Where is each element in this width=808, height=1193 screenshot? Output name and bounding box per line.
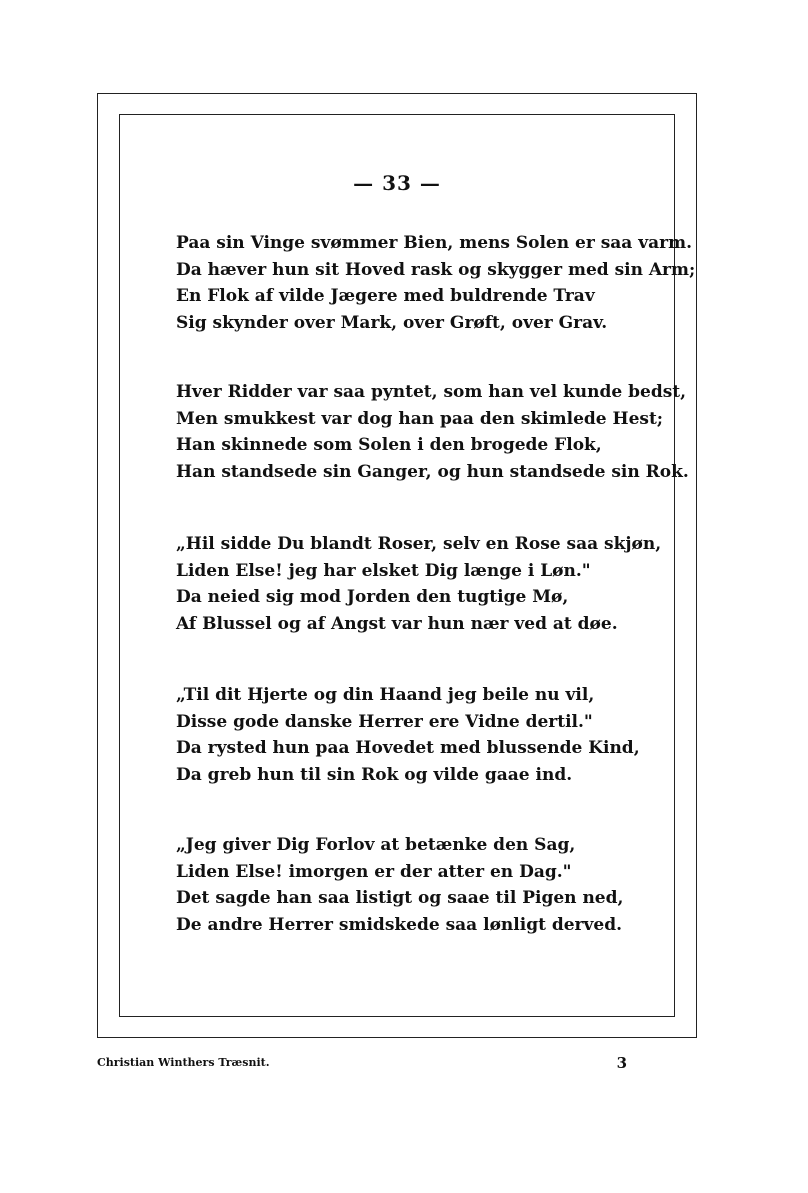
verse-line: „Jeg giver Dig Forlov at betænke den Sag, xyxy=(176,835,576,855)
verse-line: „Hil sidde Du blandt Roser, selv en Rose saa skjøn, xyxy=(176,534,662,554)
signature-mark: 3 xyxy=(616,1054,627,1072)
verse-line: Han standsede sin Ganger, og hun standsede sin Rok. xyxy=(176,461,689,482)
verse-line: Men smukkest var dog han paa den skimlede Hest; xyxy=(176,408,664,429)
verse-line: Sig skynder over Mark, over Grøft, over Grav. xyxy=(176,312,608,333)
verse-line: Det sagde han saa listigt og saae til Pigen ned, xyxy=(176,888,624,908)
footer-credit: Christian Winthers Træsnit. xyxy=(97,1056,270,1069)
stanza-5 xyxy=(176,832,636,938)
page-number: — 33 — xyxy=(353,171,441,195)
inner-page-border xyxy=(119,114,696,1017)
verse-line: Da hæver hun sit Hoved rask og skygger med sin Arm; xyxy=(176,259,696,280)
verse-line: Paa sin Vinge svømmer Bien, mens Solen er saa varm. xyxy=(176,233,692,253)
stanza-4 xyxy=(176,682,640,788)
stanza-1 xyxy=(176,230,696,336)
verse-line: Hver Ridder var saa pyntet, som han vel kunde bedst, xyxy=(176,382,687,402)
stanza-3 xyxy=(176,531,662,637)
outer-page-border xyxy=(97,93,697,1038)
verse-line: Liden Else! jeg har elsket Dig længe i Løn." xyxy=(176,560,591,581)
verse-line: „Til dit Hjerte og din Haand jeg beile nu vil, xyxy=(176,685,595,705)
verse-line: Liden Else! imorgen er der atter en Dag." xyxy=(176,861,572,882)
verse-line: En Flok af vilde Jægere med buldrende Trav xyxy=(176,286,595,306)
verse-line: Af Blussel og af Angst var hun nær ved at døe. xyxy=(176,613,618,634)
stanza-2 xyxy=(176,379,689,485)
verse-line: Disse gode danske Herrer ere Vidne dertil." xyxy=(176,711,593,732)
verse-line: Han skinnede som Solen i den brogede Flok, xyxy=(176,435,602,455)
verse-line: Da rysted hun paa Hovedet med blussende Kind, xyxy=(176,738,640,758)
verse-line: Da greb hun til sin Rok og vilde gaae ind. xyxy=(176,764,573,785)
verse-line: De andre Herrer smidskede saa lønligt derved. xyxy=(176,914,623,935)
verse-line: Da neied sig mod Jorden den tugtige Mø, xyxy=(176,587,569,607)
